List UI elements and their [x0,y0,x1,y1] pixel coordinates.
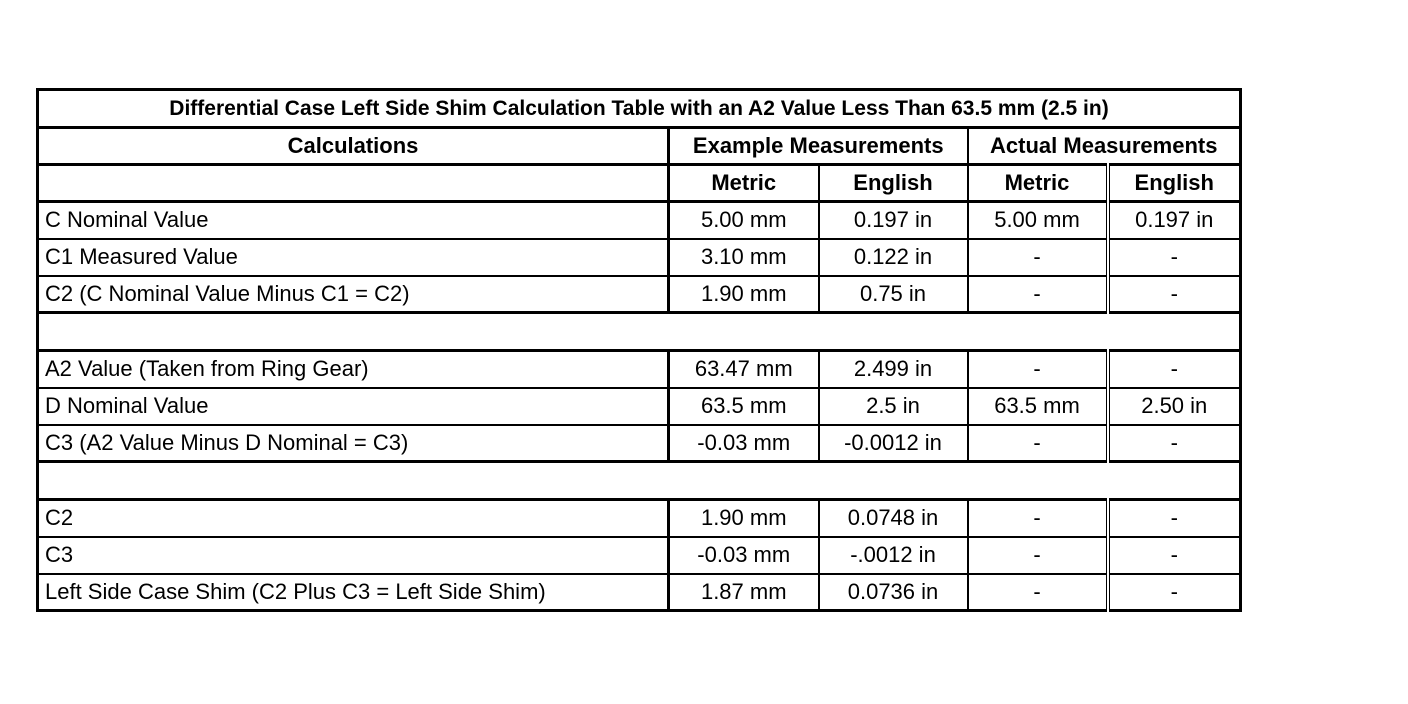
example-metric-cell: 1.90 mm [669,500,819,537]
actual-metric-cell: - [968,276,1108,313]
example-metric-cell: 1.90 mm [669,276,819,313]
example-metric-cell: 63.5 mm [669,388,819,425]
example-english-cell: 0.0736 in [819,574,968,611]
example-english-cell: -.0012 in [819,537,968,574]
row-label: C3 (A2 Value Minus D Nominal = C3) [38,425,669,462]
actual-metric-cell: - [968,500,1108,537]
actual-english-cell: - [1108,239,1241,276]
subheader-actual-metric: Metric [968,165,1108,202]
example-metric-cell: -0.03 mm [669,537,819,574]
subheader-example-english: English [819,165,968,202]
spacer-cell [38,462,1241,500]
table-title: Differential Case Left Side Shim Calculation Table with an A2 Value Less Than 63.5 mm (2.5 in) [38,90,1241,128]
actual-metric-cell: - [968,574,1108,611]
actual-english-cell: 2.50 in [1108,388,1241,425]
header-calculations: Calculations [38,128,669,165]
actual-metric-cell: 5.00 mm [968,202,1108,239]
header-actual-measurements: Actual Measurements [968,128,1241,165]
example-metric-cell: -0.03 mm [669,425,819,462]
table-row [38,537,1241,574]
actual-metric-cell: - [968,425,1108,462]
example-english-cell: 0.75 in [819,276,968,313]
example-metric-cell: 5.00 mm [669,202,819,239]
table-row [38,202,1241,239]
table-row [38,425,1241,462]
actual-metric-cell: - [968,537,1108,574]
row-label: C1 Measured Value [38,239,669,276]
table-row [38,276,1241,313]
spacer-cell [38,313,1241,351]
example-english-cell: 0.197 in [819,202,968,239]
row-label: C2 (C Nominal Value Minus C1 = C2) [38,276,669,313]
actual-english-cell: - [1108,351,1241,388]
table-row [38,351,1241,388]
row-label: C2 [38,500,669,537]
spacer-row [38,462,1241,500]
example-metric-cell: 3.10 mm [669,239,819,276]
header-example-measurements: Example Measurements [669,128,968,165]
table-title-row [38,90,1241,128]
actual-english-cell: - [1108,425,1241,462]
example-metric-cell: 1.87 mm [669,574,819,611]
example-english-cell: 0.122 in [819,239,968,276]
actual-english-cell: - [1108,500,1241,537]
row-label: Left Side Case Shim (C2 Plus C3 = Left Side Shim) [38,574,669,611]
actual-metric-cell: - [968,239,1108,276]
table-header-row [38,128,1241,165]
row-label: A2 Value (Taken from Ring Gear) [38,351,669,388]
example-english-cell: 0.0748 in [819,500,968,537]
table-row [38,574,1241,611]
example-english-cell: 2.5 in [819,388,968,425]
actual-english-cell: - [1108,537,1241,574]
row-label: C Nominal Value [38,202,669,239]
table-row [38,500,1241,537]
table-row [38,239,1241,276]
subheader-example-metric: Metric [669,165,819,202]
shim-calculation-table [36,88,1242,612]
table-row [38,388,1241,425]
actual-metric-cell: - [968,351,1108,388]
row-label: C3 [38,537,669,574]
row-label: D Nominal Value [38,388,669,425]
example-metric-cell: 63.47 mm [669,351,819,388]
actual-english-cell: 0.197 in [1108,202,1241,239]
example-english-cell: -0.0012 in [819,425,968,462]
table-subheader-row [38,165,1241,202]
subheader-actual-english: English [1108,165,1241,202]
example-english-cell: 2.499 in [819,351,968,388]
subheader-blank [38,165,669,202]
actual-metric-cell: 63.5 mm [968,388,1108,425]
actual-english-cell: - [1108,276,1241,313]
spacer-row [38,313,1241,351]
actual-english-cell: - [1108,574,1241,611]
